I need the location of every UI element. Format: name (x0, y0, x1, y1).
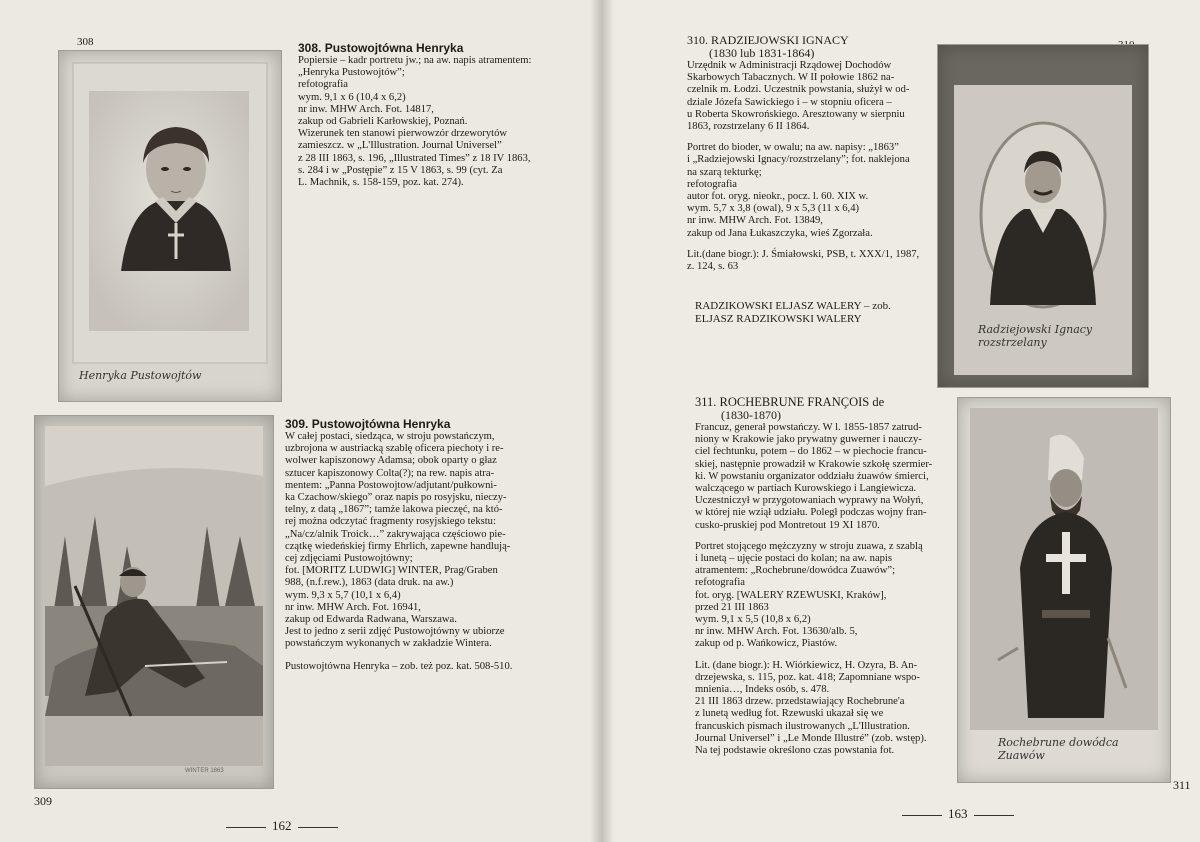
photo-309-portrait (34, 415, 274, 789)
entry-309-body: W całej postaci, siedząca, w stroju powstańczym, uzbrojona w austriacką szablę oficera piechoty i re- wolwer kapiszonowy Adamsa; obok oparty o głaz sztucer kapiszonowy Colta(?); na rew. napis atra- mentem: „Panna Postowojtow/adjutant/pułkowni- ka Czachow/skiego” oraz napis po rosyjsku, nieczy- telny, z datą „1867”; tamże lakowa pieczęć, na któ- rej można odczytać fragmenty rosyjskiego tekstu: „Na/cz/alnik Troick…” zakrywająca częściowo pie- czątkę wiedeńskiej firmy Ehrlich, zapewne handlują- cej zdjęciami Pustowojtówny; fot. [MORITZ LUDWIG] WINTER, Prag/Graben 988, (n.f.rew.), 1863 (data druk. na aw.) wym. 9,3 x 5,7 (10,1 x 6,4) nr inw. MHW Arch. Fot. 16941, zakup od Edwarda Radwana, Warszawa. Jest to jedno z serii zdjęć Pustowojtówny w ubiorze powstańczym wykonanych w zakładzie Wintera. (285, 431, 511, 650)
corner-number-bottom: 311 (1173, 778, 1191, 792)
entry-308 (298, 42, 588, 189)
folio-rule-right (298, 827, 338, 828)
photo-310-inscription: Radziejowski Ignacy rozstrzelany (978, 323, 1093, 349)
entry-309-see-also: Pustowojtówna Henryka – zob. też poz. kat. 508-510. (285, 660, 513, 672)
entry-308-body: Popiersie – kadr portretu jw.; na aw. napis atramentem: „Henryka Pustowojtów”; refotografia wym. 9,1 x 6 (10,4 x 6,2) nr inw. MHW Arch. Fot. 14817, zakup od Gabrieli Karłowskiej, Poznań. Wizerunek ten stanowi pierwowzór drzeworytów zamieszcz. w „L'Illustration. Journal Universel” z 28 III 1863, s. 196, „Illustrated Times” z 18 IV 1863, s. 284 i w „Postępie” z 15 V 1863, s. 99 (cyt. Za L. Machnik, s. 158-159, poz. kat. 274). (298, 55, 532, 189)
entry-308-title: 308. Pustowojtówna Henryka (298, 41, 464, 55)
cross-reference-radzikowski: RADZIKOWSKI ELJASZ WALERY – zob. ELJASZ RADZIKOWSKI WALERY (695, 300, 891, 325)
entry-311-bio: Francuz, generał powstańczy. W l. 1855-1857 zatrud- niony w Krakowie jako prywatny guwerner i nauczy- ciel fechtunku, potem – do 1862 – w piechocie francu- skiej, następnie prowadził w Krakowie szkołę szermier- ki. W powstaniu organizator oddziału żuawów śmierci, walczącego w partiach Kurowskiego i Langiewicza. Uczestniczył w przygotowaniach wyprawy na Wołyń, w której nie wziął udziału. Poległ podczas wojny fran- cusko-pruskiej pod Montretout 19 XI 1870. (695, 422, 933, 531)
folio-rule-left (902, 815, 942, 816)
portrait-311-image (958, 398, 1170, 782)
portrait-309-image (35, 416, 273, 788)
entry-310-literature: Lit.(dane biogr.): J. Śmiałowski, PSB, t. XXX/1, 1987, z. 124, s. 63 (687, 248, 920, 273)
entry-309-title: 309. Pustowojtówna Henryka (285, 417, 451, 431)
portrait-308-image (59, 51, 281, 401)
photo-310-portrait (937, 44, 1149, 388)
photo-311-portrait (957, 397, 1171, 783)
entry-310-description: Portret do bioder, w owalu; na aw. napisy: „1863” i „Radziejowski Ignacy/rozstrzelany”; fot. naklejona na szarą tekturkę; refotografia autor fot. oryg. nieokr., pocz. l. 60. XIX w. wym. 5,7 x 3,8 (owal), 9 x 5,3 (11 x 6,4) nr inw. MHW Arch. Fot. 13849, zakup od Jana Łukaszczyka, wieś Zgorzała. (687, 142, 910, 239)
entry-311-description: Portret stojącego mężczyzny w stroju zuawa, z szablą i lunetą – ujęcie postaci do kolan; na aw. napis atramentem: „Rochebrune/dowódca Zuawów”; refotografia fot. oryg. [WALERY RZEWUSKI, Kraków], przed 21 III 1863 wym. 9,1 x 5,5 (10,8 x 6,2) nr inw. MHW Arch. Fot. 13630/alb. 5, zakup od p. Wańkowicz, Piastów. (695, 540, 923, 650)
right-page (600, 0, 1200, 842)
entry-310-bio: Urzędnik w Administracji Rządowej Dochodów Skarbowych Tabacznych. W II połowie 1862 na- czelnik m. Łodzi. Uczestnik powstania, służył w od- dziale Józefa Sawickiego i – w stopniu oficera – u Roberta Skowrońskiego. Aresztowany w sierpniu 1863, rozstrzelany 6 II 1864. (687, 60, 910, 133)
entry-310-dates: (1830 lub 1831-1864) (709, 46, 815, 60)
entry-311 (695, 396, 963, 757)
photo-309-studio-stamp: WINTER 1863 (185, 768, 224, 774)
corner-number-bottom: 309 (34, 794, 52, 808)
photo-308-inscription: Henryka Pustowojtów (79, 369, 202, 382)
entry-310 (687, 34, 957, 273)
entry-310-title: 310. RADZIEJOWSKI IGNACY (687, 33, 849, 47)
folio-number: 163 (948, 806, 968, 821)
photo-308-portrait (58, 50, 282, 402)
folio-right (896, 806, 1020, 822)
entry-311-literature: Lit. (dane biogr.): H. Wiórkiewicz, H. Ozyra, B. An- drzejewska, s. 115, poz. kat. 418; Zapomniane wspo- mnienia…, Indeks osób, s. 478. 21 III 1863 drzew. przedstawiający Rochebrune'a z lunetą według fot. Rzewuski ukazał się we francuskich pismach ilustrowanych „L'Illustration. Journal Universel” i „Le Monde Illustré” (zob. wstęp). Na tej podstawie określono czas powstania fot. (695, 659, 927, 757)
entry-311-title: 311. ROCHEBRUNE FRANÇOIS de (695, 395, 885, 409)
entry-311-dates: (1830-1870) (721, 408, 781, 422)
folio-rule-right (974, 815, 1014, 816)
corner-number-top: 308 (77, 36, 94, 48)
photo-311-inscription: Rochebrune dowódca Zuawów (998, 736, 1119, 762)
entry-309 (285, 418, 575, 673)
folio-number: 162 (272, 818, 292, 833)
folio-rule-left (226, 827, 266, 828)
folio-left (220, 818, 344, 834)
